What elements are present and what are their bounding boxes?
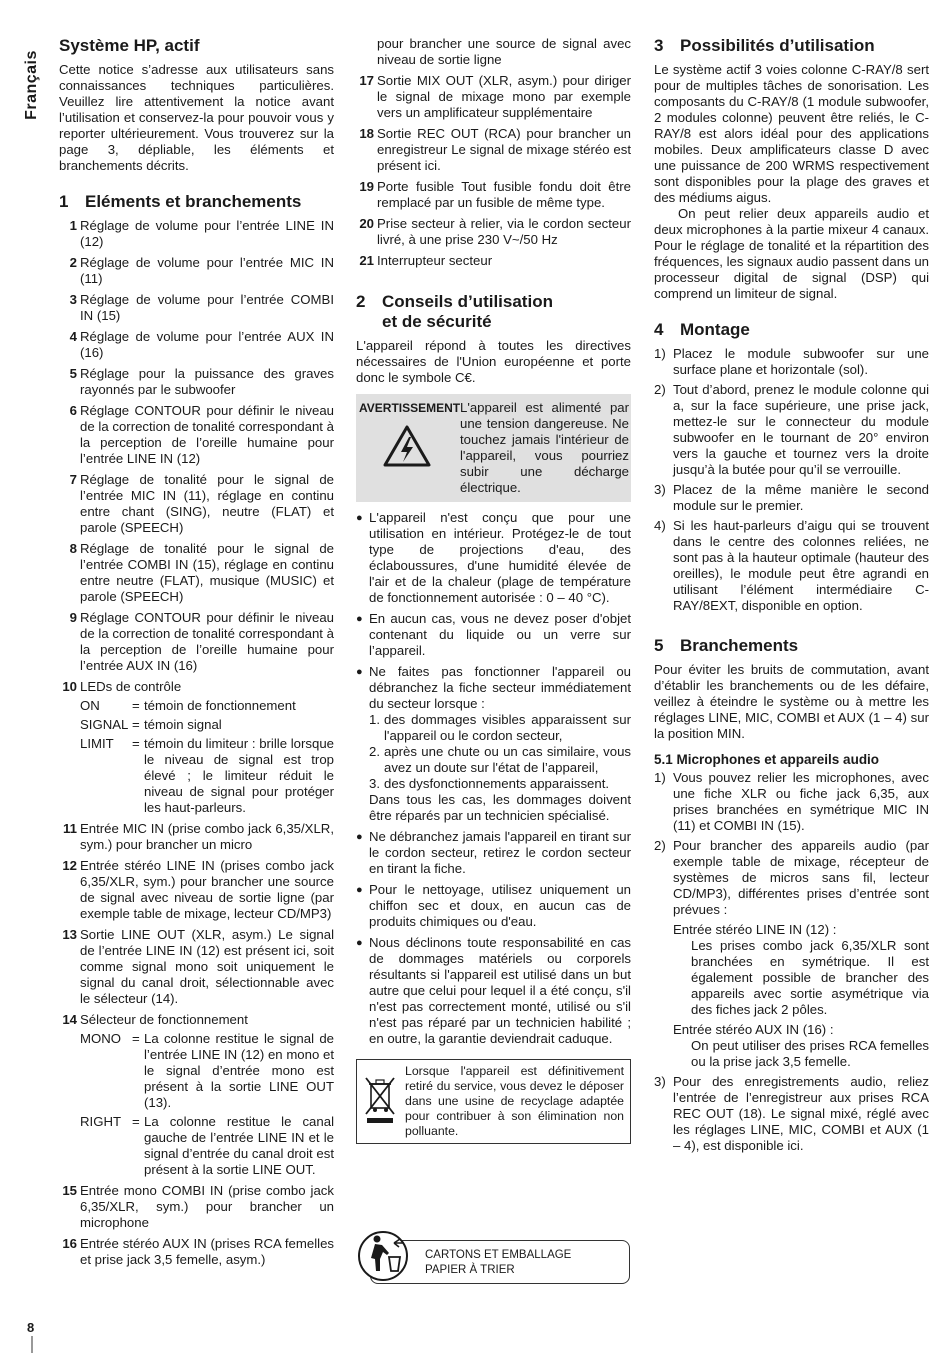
list-item bbox=[59, 403, 334, 467]
packaging-line-2: PAPIER À TRIER bbox=[425, 1264, 515, 1276]
item-number: 21 bbox=[359, 253, 374, 268]
section-2-intro: L'appareil répond à toutes les directives nécessaires de l'Union européenne et porte donc le symbole C€. bbox=[356, 338, 631, 385]
list-item-leds bbox=[59, 679, 334, 816]
item-text: Réglage pour la puissance des graves rayonnés par le subwoofer bbox=[80, 366, 334, 397]
led-value: témoin du limiteur : brille lorsque le niveau de signal est trop élevé ; le limiteur réduit le niveau de signal pour protéger les haut-parleurs. bbox=[144, 736, 334, 815]
item-number: 17 bbox=[359, 73, 374, 88]
bullet-text: Ne débranchez jamais l'appareil en tirant sur le cordon secteur, retirez le cordon secteur en tirant la fiche. bbox=[369, 829, 631, 876]
section-2-heading bbox=[356, 292, 631, 332]
step-text: Tout d’abord, prenez le module colonne qui a, sur la face supérieure, une prise jack, mettez-le sur le connecteur du module subwoofer en le tournant de 20° environ vers la gauche et tournez vers la droite jusqu’à la butée pour qu’il se verrouille. bbox=[673, 382, 929, 477]
item-number: 20 bbox=[359, 216, 374, 231]
list-item bbox=[356, 253, 631, 269]
item-text: Réglage de tonalité pour le signal de l’entrée MIC IN (11), réglage en continu entre chant (SING), neutre (FLAT) et parole (SPEECH) bbox=[80, 472, 334, 535]
section-3-paragraph-2: On peut relier deux appareils audio et deux microphones à la partie mixeur 4 canaux. Pour le réglage de tonalité et la répartition des fréquences, les signaux audio passent dans un processeur digital de signal (DSP) qui comprend un limiteur de signal. bbox=[654, 206, 929, 301]
bullet-item bbox=[356, 611, 631, 659]
recycling-sort-icon bbox=[356, 1225, 414, 1287]
subsection-5-1-heading: 5.1 Microphones et appareils audio bbox=[654, 752, 880, 767]
item-number: 15 bbox=[62, 1183, 77, 1198]
page-number: 8 bbox=[27, 1320, 35, 1335]
section-title: Montage bbox=[680, 320, 750, 339]
elements-list bbox=[59, 218, 334, 1268]
bullet-icon: ● bbox=[356, 831, 363, 843]
bullet-item bbox=[356, 829, 631, 877]
bullet-text: Ne faites pas fonctionner l'appareil ou débranchez la fiche secteur immédiatement du secteur lorsque : bbox=[369, 664, 631, 711]
list-item bbox=[59, 329, 334, 361]
item-text: Sortie REC OUT (RCA) pour brancher un enregistreur Le signal de mixage stéréo est présent ici. bbox=[377, 126, 631, 173]
item-text: Entrée stéréo LINE IN (prises combo jack 6,35/XLR, sym.) pour brancher une source de signal avec niveau de sortie ligne (par exemple table de mixage, lecteur CD/MP3) bbox=[80, 858, 334, 921]
item-number: 6 bbox=[69, 403, 77, 418]
step-item bbox=[654, 518, 929, 614]
led-value: témoin de fonctionnement bbox=[144, 698, 296, 713]
warning-text: L'appareil est alimenté par une tension dangereuse. Ne touchez jamais l'intérieur de l'appareil, vous pourriez subir une décharge électrique. bbox=[460, 400, 629, 495]
item-number: 18 bbox=[359, 126, 374, 141]
section-5-intro: Pour éviter les bruits de commutation, avant d’établir les branchements ou de les défaire, veillez à éteindre le système ou à mettre les réglages LINE, MIC, COMBI et AUX (1 – 4) sur la position MIN. bbox=[654, 662, 929, 741]
item-text: Sortie LINE OUT (XLR, asym.) Le signal de l’entrée LINE IN (12) est présent ici, soit comme signal mono soit uniquement le signal du canal droit, sélectionnable avec le sélecteur (14). bbox=[80, 927, 334, 1006]
step-text: Placez le module subwoofer sur une surface plane et horizontale (sol). bbox=[673, 346, 929, 377]
montage-steps bbox=[654, 346, 929, 614]
item-number: 3 bbox=[69, 292, 77, 307]
step-number: 2) bbox=[654, 382, 666, 397]
list-item bbox=[59, 610, 334, 674]
step-number: 1) bbox=[654, 770, 666, 785]
section-title: Eléments et branchements bbox=[85, 192, 302, 211]
warning-label: AVERTISSEMENT bbox=[359, 401, 461, 415]
list-item-selector bbox=[59, 1012, 334, 1178]
item-number: 12 bbox=[62, 858, 77, 873]
mode-right-row bbox=[80, 1114, 334, 1178]
equals-sign: = bbox=[132, 1114, 140, 1129]
item-number: 11 bbox=[63, 821, 77, 836]
led-value: témoin signal bbox=[144, 717, 222, 732]
list-item bbox=[356, 179, 631, 211]
packaging-recycling-notice bbox=[356, 1225, 636, 1291]
item-number: 13 bbox=[62, 927, 77, 942]
line-in-heading: Entrée stéréo LINE IN (12) : bbox=[673, 922, 837, 937]
item-text: Réglage CONTOUR pour définir le niveau de la correction de tonalité correspondant à la perception de l’oreille humaine pour l’entrée LINE IN (12) bbox=[80, 403, 334, 466]
bullet-text: Nous déclinons toute responsabilité en cas de dommages matériels ou corporels résultants si l'appareil est utilisé dans un but autre que celui pour lequel il a été conçu, s'il n'est pas correctement monté, utilisé ou s'il n'est pas réparé par un technicien habilité ; en outre, la garantie deviendrait caduque. bbox=[369, 935, 631, 1046]
item-number: 4 bbox=[69, 329, 77, 344]
mode-value: La colonne restitue le canal gauche de l’entrée LINE IN et le signal d’entrée du canal droit est présent à la sortie LINE OUT. bbox=[144, 1114, 334, 1177]
section-number: 4 bbox=[654, 320, 664, 339]
step-text: Pour brancher des appareils audio (par exemple table de mixage, récepteur de systèmes de micros sans fil, lecteur CD/MP3), différentes prises d’entrée sont prévues : bbox=[673, 838, 929, 917]
list-item bbox=[59, 1183, 334, 1231]
item-text: Entrée MIC IN (prise combo jack 6,35/XLR, sym.) pour brancher un micro bbox=[80, 821, 334, 852]
intro-paragraph: Cette notice s’adresse aux utilisateurs sans connaissances techniques particulières. Veuillez lire attentivement la notice avant l’utilisation et conservez-la pour pouvoir vous y reporter ultérieurement. Vous trouverez sur la page 3, dépliable, les éléments et branchements décrits. bbox=[59, 62, 334, 173]
list-item bbox=[59, 472, 334, 536]
item-text: Sélecteur de fonctionnement bbox=[80, 1012, 248, 1027]
led-key: SIGNAL bbox=[80, 717, 129, 732]
step-item bbox=[654, 346, 929, 378]
step-item bbox=[654, 838, 929, 1070]
mode-value: La colonne restitue le signal de l’entrée LINE IN (12) en mono et le signal d’entrée mono est présent à la sortie LINE OUT (13). bbox=[144, 1031, 334, 1110]
doc-title: Système HP, actif bbox=[59, 36, 200, 55]
step-number: 3) bbox=[654, 1074, 666, 1089]
list-item bbox=[59, 218, 334, 250]
list-item bbox=[59, 292, 334, 324]
section-3-heading bbox=[654, 36, 929, 56]
item-text: Réglage de tonalité pour le signal de l’entrée COMBI IN (15), réglage en continu entre neutre (FLAT), musique (MUSIC) et parole (SPEECH) bbox=[80, 541, 334, 604]
section-title-line2: et de sécurité bbox=[382, 312, 492, 331]
packaging-line-1: CARTONS ET EMBALLAGE bbox=[425, 1249, 572, 1261]
led-signal-row bbox=[80, 717, 334, 733]
step-item bbox=[654, 482, 929, 514]
list-item bbox=[59, 821, 334, 853]
item-body bbox=[80, 1012, 334, 1178]
section-number: 1 bbox=[59, 192, 69, 211]
sub-text: des dommages visibles apparaissent sur l'appareil ou le cordon secteur, bbox=[384, 712, 631, 743]
equals-sign: = bbox=[132, 698, 140, 713]
item-text: LEDs de contrôle bbox=[80, 679, 182, 694]
weee-disposal-box bbox=[356, 1059, 631, 1144]
language-tab bbox=[22, 40, 42, 130]
sub-item bbox=[369, 712, 631, 744]
item-number: 14 bbox=[62, 1012, 77, 1027]
led-limit-row bbox=[80, 736, 334, 816]
item-number: 8 bbox=[69, 541, 77, 556]
item-text: Interrupteur secteur bbox=[377, 253, 493, 268]
mode-mono-row bbox=[80, 1031, 334, 1111]
led-on-row bbox=[80, 698, 334, 714]
sub-text: après une chute ou un cas similaire, vous avez un doute sur l'état de l’appareil, bbox=[384, 744, 631, 775]
equals-sign: = bbox=[132, 717, 140, 732]
column-1 bbox=[59, 36, 334, 1273]
bullet-item bbox=[356, 664, 631, 824]
list-item bbox=[59, 255, 334, 287]
section-number: 5 bbox=[654, 636, 664, 655]
item-text: Entrée mono COMBI IN (prise combo jack 6,35/XLR, sym.) pour brancher un microphone bbox=[80, 1183, 334, 1230]
section-title: Branchements bbox=[680, 636, 799, 655]
led-key: ON bbox=[80, 698, 100, 713]
sub-number: 2. bbox=[369, 744, 380, 759]
item-text: Réglage CONTOUR pour définir le niveau de la correction de tonalité correspondant à la perception de l’oreille humaine pour l’entrée AUX IN (16) bbox=[80, 610, 334, 673]
step-item bbox=[654, 382, 929, 478]
aux-in-heading: Entrée stéréo AUX IN (16) : bbox=[673, 1022, 834, 1037]
step-number: 3) bbox=[654, 482, 666, 497]
equals-sign: = bbox=[132, 736, 140, 751]
list-item bbox=[59, 927, 334, 1007]
step-text: Placez de la même manière le second module sur le premier. bbox=[673, 482, 929, 513]
section-5-heading bbox=[654, 636, 929, 656]
item-number: 10 bbox=[62, 679, 77, 694]
step-body bbox=[673, 838, 929, 1070]
sub-text: des dysfonctionnements apparaissent. bbox=[384, 776, 610, 791]
list-item bbox=[356, 73, 631, 121]
bullet-text: L'appareil n'est conçu que pour une utilisation en intérieur. Protégez-le de tout type de projections d'eau, des éclaboussures, d'une humidité élevée de l'air et de la chaleur (plage de température de fonctionnement autorisée : 0 – 40 °C). bbox=[369, 510, 631, 605]
item-text: Entrée stéréo AUX IN (prises RCA femelles et prise jack 3,5 femelle, asym.) bbox=[80, 1236, 334, 1267]
section-title: Conseils d’utilisation bbox=[382, 292, 553, 311]
item-number: 5 bbox=[69, 366, 77, 381]
list-item bbox=[356, 216, 631, 248]
item-text: Réglage de volume pour l’entrée LINE IN (12) bbox=[80, 218, 334, 249]
item-text: Prise secteur à relier, via le cordon secteur livré, à une prise 230 V~/50 Hz bbox=[377, 216, 631, 247]
bullet-item bbox=[356, 510, 631, 606]
item-number: 19 bbox=[359, 179, 374, 194]
section-number: 3 bbox=[654, 36, 664, 55]
list-item bbox=[59, 858, 334, 922]
sub-number: 1. bbox=[369, 712, 380, 727]
bullet-icon: ● bbox=[356, 512, 363, 524]
bullet-icon: ● bbox=[356, 613, 363, 625]
mode-key: RIGHT bbox=[80, 1114, 122, 1129]
mode-key: MONO bbox=[80, 1031, 122, 1046]
sub-item bbox=[369, 744, 631, 776]
bullet-icon: ● bbox=[356, 884, 363, 896]
bullet-item bbox=[356, 935, 631, 1047]
item-text: Réglage de volume pour l’entrée MIC IN (11) bbox=[80, 255, 334, 286]
language-tab-label: Français bbox=[23, 50, 40, 120]
item-number: 2 bbox=[69, 255, 77, 270]
section-number: 2 bbox=[356, 292, 366, 311]
list-item bbox=[356, 126, 631, 174]
list-item bbox=[59, 366, 334, 398]
warning-box bbox=[356, 394, 631, 502]
line-in-text: Les prises combo jack 6,35/XLR sont branchées en symétrique. Il est également possible de brancher des appareils avec sortie asymétrique via des fiches jack 2 pôles. bbox=[691, 938, 929, 1017]
sub-number: 3. bbox=[369, 776, 380, 791]
bullet-text: Pour le nettoyage, utilisez uniquement un chiffon sec et doux, en aucun cas de produits chimiques ou d'eau. bbox=[369, 882, 631, 929]
step-number: 1) bbox=[654, 346, 666, 361]
list-item bbox=[59, 1236, 334, 1268]
step-text: Si les haut-parleurs d’aigu qui se trouvent dans le centre des colonnes reliées, ne sont pas à la hauteur optimale (hauteur des oreilles), le module peut être agrandi en utilisant l’élément intermédiaire C-RAY/8EXT, disponible en option. bbox=[673, 518, 929, 613]
page-edge-marker bbox=[31, 1336, 33, 1353]
sub-item bbox=[369, 776, 631, 792]
crossed-bin-icon bbox=[363, 1074, 405, 1130]
bullet-text: En aucun cas, vous ne devez poser d'objet contenant du liquide ou un verre sur l’appareil. bbox=[369, 611, 631, 658]
item-text: Réglage de volume pour l’entrée COMBI IN (15) bbox=[80, 292, 334, 323]
bullet-body bbox=[369, 664, 631, 824]
bullet-text: Dans tous les cas, les dommages doivent être réparés par un technicien spécialisé. bbox=[369, 792, 631, 823]
led-key: LIMIT bbox=[80, 736, 114, 751]
section-3-paragraph-1: Le système actif 3 voies colonne C-RAY/8 sert pour de multiples tâches de sonorisation. Les composants du C-RAY/8 (1 module subwoofer, 2 modules colonne) peuvent être reliés, le C-RAY/8 est alors idéal pour des applications mobiles. Deux amplificateurs classe D avec une puissance de 200 WRMS respectivement sont disponibles pour la plage des graves et des médiums aigus. bbox=[654, 62, 929, 205]
bullet-icon: ● bbox=[356, 666, 363, 678]
item-number: 1 bbox=[69, 218, 77, 233]
section-title: Possibilités d’utilisation bbox=[680, 36, 875, 55]
column-2 bbox=[356, 36, 631, 1144]
bullet-item bbox=[356, 882, 631, 930]
item-text: pour brancher une source de signal avec niveau de sortie ligne bbox=[377, 36, 631, 67]
item-number: 9 bbox=[69, 610, 77, 625]
list-item bbox=[59, 541, 334, 605]
section-4-heading bbox=[654, 320, 929, 340]
item-number: 16 bbox=[62, 1236, 77, 1251]
step-number: 2) bbox=[654, 838, 666, 853]
connections-steps bbox=[654, 770, 929, 1154]
high-voltage-warning-icon bbox=[382, 424, 432, 468]
item-number: 7 bbox=[69, 472, 77, 487]
step-text: Vous pouvez relier les microphones, avec une fiche XLR ou fiche jack 6,35, aux prises branchées en symétrique MIC IN (11) et COMBI IN (15). bbox=[673, 770, 929, 833]
equals-sign: = bbox=[132, 1031, 140, 1046]
column-3 bbox=[654, 36, 929, 1158]
step-text: Pour des enregistrements audio, reliez l’entrée de l’enregistreur aux prises RCA REC OUT (18). Le signal mixé, réglé avec les réglages LINE, MIC, COMBI et AUX (1 – 4), est disponible ici. bbox=[673, 1074, 929, 1153]
item-text: Porte fusible Tout fusible fondu doit être remplacé par un fusible de même type. bbox=[377, 179, 631, 210]
list-item-continued bbox=[356, 36, 631, 68]
section-1-heading bbox=[59, 192, 334, 212]
aux-in-text: On peut utiliser des prises RCA femelles ou la prise jack 3,5 femelle. bbox=[691, 1038, 929, 1069]
item-text: Réglage de volume pour l’entrée AUX IN (16) bbox=[80, 329, 334, 360]
item-text: Sortie MIX OUT (XLR, asym.) pour diriger le signal de mixage mono par exemple vers un amplificateur supplémentaire bbox=[377, 73, 631, 120]
step-item bbox=[654, 1074, 929, 1154]
step-number: 4) bbox=[654, 518, 666, 533]
item-body bbox=[80, 679, 334, 816]
step-item bbox=[654, 770, 929, 834]
weee-disposal-text: Lorsque l'appareil est définitivement retiré du service, vous devez le déposer dans une usine de recyclage adaptée pour contribuer à son élimination non polluante. bbox=[405, 1064, 624, 1138]
bullet-icon: ● bbox=[356, 937, 363, 949]
